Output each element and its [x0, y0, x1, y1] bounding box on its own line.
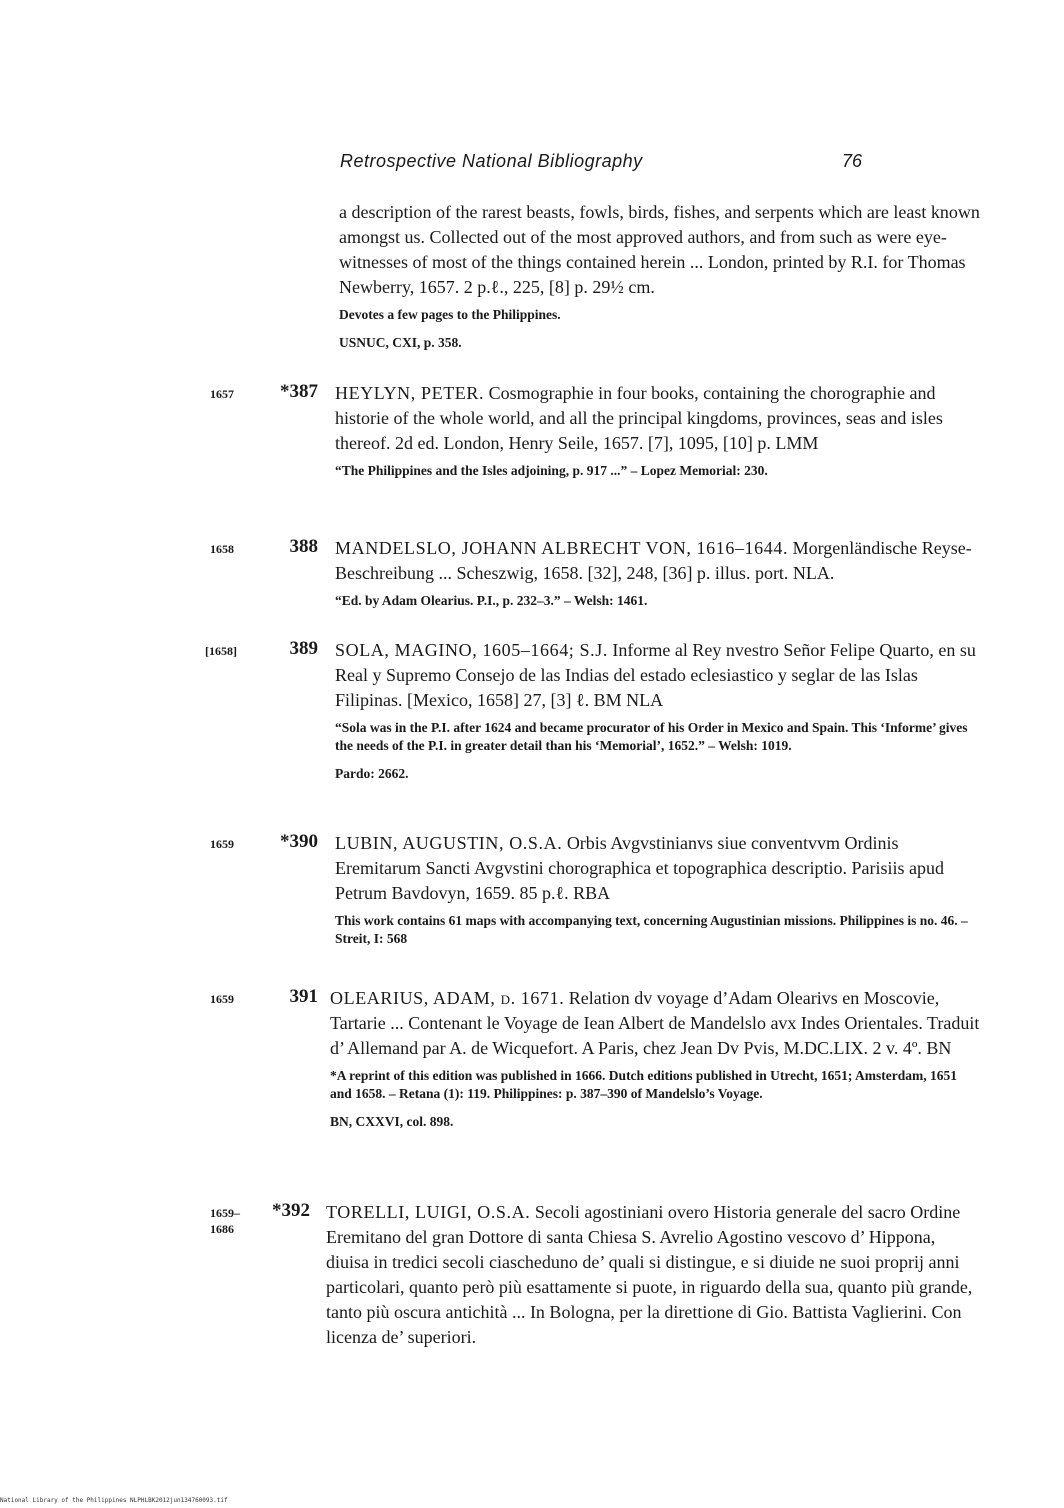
intro-note: USNUC, CXI, p. 358. [339, 335, 462, 350]
entry-number: 389 [289, 638, 318, 659]
entry-year: 1659– 1686 [210, 1206, 240, 1236]
intro-note: Devotes a few pages to the Philippines. [339, 307, 561, 322]
entry-description: Cosmographie in four books, containing the chorographie and historie of the whole world, and all the principal kingdoms, provinces, seas and isles thereof. 2d ed. London, Henry Seile, 1657. [7], 1095, [10] p. LMM [335, 383, 943, 453]
entry-author: MANDELSLO, JOHANN ALBRECHT VON, 1616–1644. [335, 538, 789, 558]
page-number: 76 [842, 151, 863, 171]
entry-note: BN, CXXVI, col. 898. [330, 1114, 454, 1129]
entry-author: SOLA, MAGINO, 1605–1664; S.J. [335, 640, 608, 660]
entry-number: *387 [280, 381, 318, 402]
entry-year: 1657 [210, 387, 234, 401]
entry-year: [1658] [205, 644, 237, 658]
entry-note: Pardo: 2662. [335, 766, 409, 781]
entry-description: Secoli agostiniani overo Historia generale del sacro Ordine Eremitano del gran Dottore di santa Chiesa S. Avrelio Agostino vescovo d’ Hippona, diuisa in tredici secoli ciascheduno de’ quali si distingue, e si diuide ne suoi proprij anni particolari, quanto però più esattamente si puote, in riguardo della sua, quanto più grande, tanto più oscura antichità ... In Bologna, per la direttione di Gio. Battista Vaglierini. Con licenza de’ superiori. [326, 1202, 973, 1347]
entry-description: Informe al Rey nvestro Señor Felipe Quarto, en su Real y Supremo Consejo de las Indias del estado eclesiastico y seglar de las Islas Filipinas. [Mexico, 1658] 27, [3] ℓ. BM NLA [335, 640, 976, 710]
entry-note: “Sola was in the P.I. after 1624 and became procurator of his Order in Mexico and Spain. This ‘Informe’ gives the needs of the P.I. in greater detail than his ‘Memorial’, 1652.” – Welsh: 1019. [335, 720, 968, 753]
entry-note: “The Philippines and the Isles adjoining, p. 917 ...” – Lopez Memorial: 230. [335, 463, 768, 478]
entry-author: LUBIN, AUGUSTIN, O.S.A. [335, 833, 563, 853]
entry-number: *390 [280, 831, 318, 852]
entry-description: Relation dv voyage d’Adam Olearivs en Moscovie, Tartarie ... Contenant le Voyage de Iean Albert de Mandelslo avx Indes Orientales. Traduit d’ Allemand par A. de Wicquefort. A Paris, chez Jean Dv Pvis, M.DC.LIX. 2 v. 4º. BN [330, 988, 980, 1058]
entry-author: HEYLYN, PETER. [335, 383, 485, 403]
entry-author: OLEARIUS, ADAM, d. 1671. [330, 988, 565, 1008]
entry-note: This work contains 61 maps with accompanying text, concerning Augustinian missions. Philippines is no. 46. – Streit, I: 568 [335, 913, 968, 946]
entry-author: TORELLI, LUIGI, O.S.A. [326, 1202, 531, 1222]
entry-description: Orbis Avgvstinianvs siue conventvvm Ordinis Eremitarum Sancti Avgvstini chorographica et topographica descriptio. Parisiis apud Petrum Bavdovyn, 1659. 85 p.ℓ. RBA [335, 833, 945, 903]
entry-description: Morgenländische Reyse-Beschreibung ... Scheszwig, 1658. [32], 248, [36] p. illus. port. NLA. [335, 538, 972, 583]
entry-year: 1659 [210, 992, 234, 1006]
entry-number: *392 [272, 1200, 310, 1221]
entry-number: 391 [289, 986, 318, 1007]
scan-footer: National Library of the Philippines NLPHLBK2012jun134760093.tif [0, 1497, 228, 1504]
running-header-title: Retrospective National Bibliography [340, 151, 643, 171]
entry-note: *A reprint of this edition was published in 1666. Dutch editions published in Utrecht, 1651; Amsterdam, 1651 and 1658. – Retana (1): 119. Philippines: p. 387–390 of Mandelslo’s Voyage. [330, 1068, 957, 1101]
intro-text: a description of the rarest beasts, fowls, birds, fishes, and serpents which are least known amongst us. Collected out of the most approved authors, and from such as were eye-witnesses of most of the things contained herein ... London, printed by R.I. for Thomas Newberry, 1657. 2 p.ℓ., 225, [8] p. 29½ cm. [339, 202, 980, 297]
entry-year: 1659 [210, 837, 234, 851]
entry-note: “Ed. by Adam Olearius. P.I., p. 232–3.” – Welsh: 1461. [335, 593, 648, 608]
entry-year: 1658 [210, 542, 234, 556]
intro-continuation [339, 200, 989, 352]
entry-number: 388 [289, 536, 318, 557]
